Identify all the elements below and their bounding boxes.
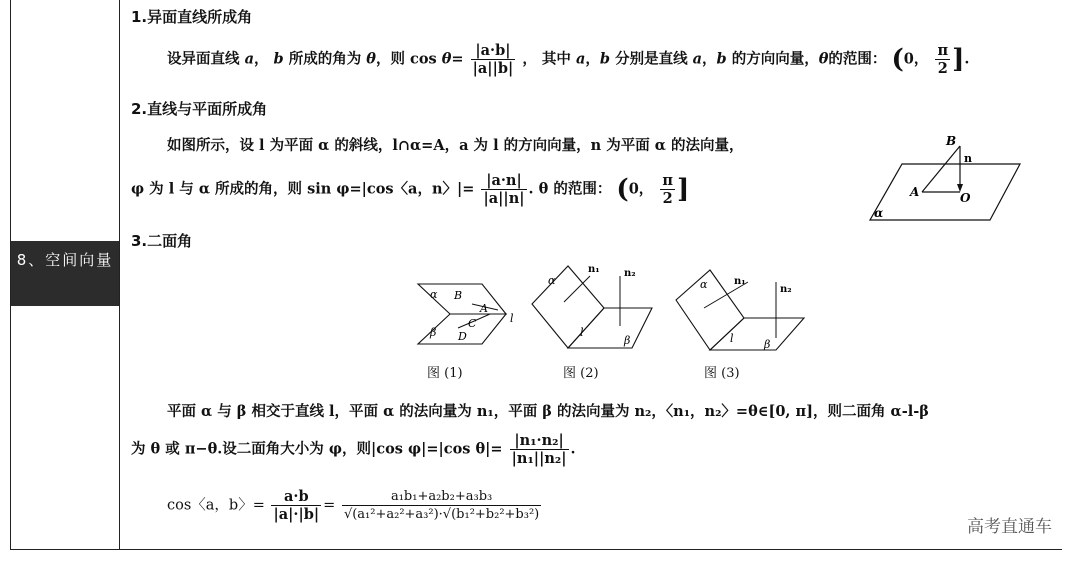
dihedral-figure-1 <box>410 280 530 348</box>
var-theta: θ <box>818 50 829 68</box>
fraction-pi-2: $\frac{\pi}{2}$ <box>937 42 949 77</box>
section2-line2 <box>131 172 689 207</box>
var-theta: θ <box>366 50 376 68</box>
category-column <box>10 0 120 549</box>
caption-fig1: 图 (1) <box>427 366 463 381</box>
section3-line1: 平面 α 与 β 相交于直线 l，平面 α 的法向量为 n₁，平面 β 的法向量为 n₂，〈n₁，n₂〉=θ∈[0, π]，则二面角 α-l-β <box>167 403 929 420</box>
caption-fig3: 图 (3) <box>704 366 740 381</box>
text: φ 为 l 与 α 所成的角，则 sin φ=|cos〈a，n〉|= <box>131 180 475 198</box>
cos-formula-line <box>167 488 543 523</box>
section1-heading: 1.异面直线所成角 <box>131 8 253 26</box>
watermark: 高考直通车 <box>967 517 1052 537</box>
fraction-ab-norm: $\frac{a\cdot b}{|a|\cdot|b|}$ <box>273 488 320 523</box>
text: 分别是直线 <box>615 50 688 68</box>
label-alpha: α <box>700 278 708 291</box>
section2-line1: 如图所示，设 l 为平面 α 的斜线，l∩α=A，a 为 l 的方向向量，n 为平面 α 的法向量， <box>167 137 744 154</box>
dihedral-figure-3 <box>672 266 808 356</box>
label-n1: n₁ <box>734 276 746 287</box>
var-b: b <box>716 50 727 68</box>
label-A: A <box>480 302 488 315</box>
var-a: a <box>692 50 703 68</box>
range-zero: 0， <box>628 180 654 198</box>
fraction-an: $\frac{|a\cdot n|}{|a||n|}$ <box>483 172 525 207</box>
range-open: ( <box>616 174 629 205</box>
var-a: a <box>244 50 254 68</box>
fraction-ab: $\frac{|a\cdot b|}{|a||b|}$ <box>472 42 514 77</box>
equals: = <box>323 497 336 514</box>
text: ， 其中 <box>522 50 571 68</box>
label-l: l <box>510 312 514 325</box>
label-l: l <box>580 326 584 339</box>
label-beta: β <box>764 338 771 351</box>
var-theta: θ <box>441 50 452 68</box>
category-label: 8、空间向量 <box>11 241 119 306</box>
caption-fig2: 图 (2) <box>563 366 599 381</box>
text: 为 θ 或 π−θ.设二面角大小为 φ，则|cos φ|=|cos θ|= <box>131 440 503 458</box>
fraction-pi-2: $\frac{\pi}{2}$ <box>662 172 673 207</box>
fraction-coords: $\frac{\text{a₁b₁+a₂b₂+a₃b₃}}{\text{√(a₁²+a₂²+a₃²)·√(b₁²+b₂²+b₃²)}}$ <box>343 489 540 522</box>
label-alpha: α <box>548 274 556 287</box>
line-AB <box>922 146 960 192</box>
label-l: l <box>730 332 734 345</box>
label-O: O <box>960 191 971 205</box>
label-D: D <box>458 330 467 343</box>
label-beta: β <box>624 334 631 347</box>
comma: ， <box>702 50 717 68</box>
text: 设异面直线 <box>167 50 240 68</box>
label-beta: β <box>430 326 437 339</box>
range-open: ( <box>891 44 904 75</box>
fraction-n1n2: $\frac{\text{|n₁·n₂|}}{\text{|n₁||n₂|}}$ <box>511 432 567 467</box>
var-b: b <box>273 50 284 68</box>
comma: ， <box>585 50 600 68</box>
text: 所成的角为 <box>288 50 362 68</box>
range-close: ] <box>677 174 690 205</box>
label-C: C <box>468 317 477 330</box>
label-n2: n₂ <box>780 284 792 295</box>
label-alpha: α <box>874 206 884 220</box>
equals: = <box>451 50 464 68</box>
dihedral-figure-2 <box>528 262 658 354</box>
var-b: b <box>599 50 611 68</box>
section3-heading: 3.二面角 <box>131 232 193 250</box>
label-n2: n₂ <box>624 268 636 279</box>
text: 的范围： <box>828 50 887 68</box>
label-A: A <box>910 185 920 199</box>
text: cos〈a，b〉= <box>167 497 265 514</box>
label-n1: n₁ <box>588 264 600 275</box>
var-a: a <box>575 50 586 68</box>
text: ，则 cos <box>375 50 437 68</box>
label-n: n <box>964 152 972 165</box>
text: 的方向向量， <box>731 50 819 68</box>
range-close: ] <box>952 44 965 75</box>
text: . θ 的范围： <box>528 180 612 198</box>
section2-heading: 2.直线与平面所成角 <box>131 100 268 118</box>
label-alpha: α <box>430 288 438 301</box>
section3-line2 <box>131 432 576 467</box>
range-zero: 0， <box>903 50 929 68</box>
section1-formula-line: 设异面直线 a， b 所成的角为 θ，则 cos θ= $\frac{|a\cdot b|}{|a||b|}$ ， 其中 a，b 分别是直线 a，b 的方向向量，θ的范围： (0， $\frac{\pi}{2}$ ]. <box>167 42 970 77</box>
comma: ， <box>253 50 269 68</box>
line-plane-figure <box>862 130 1032 225</box>
label-B: B <box>946 134 957 148</box>
label-B: B <box>454 289 463 302</box>
text: . <box>570 440 576 458</box>
